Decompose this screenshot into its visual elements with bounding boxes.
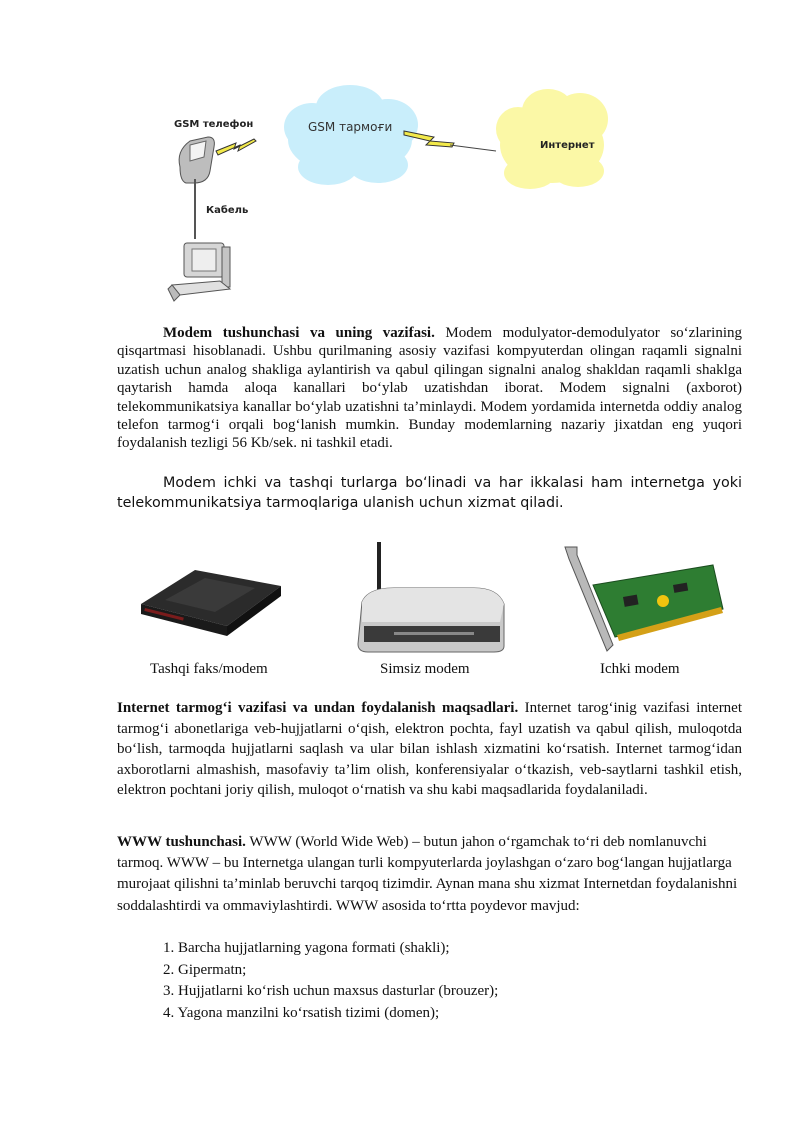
internet-purpose-paragraph bbox=[117, 698, 742, 801]
wireless-modem-caption: Simsiz modem bbox=[380, 661, 470, 677]
wireless-link-icon bbox=[404, 131, 496, 151]
wireless-modem-image bbox=[354, 542, 509, 654]
list-item: 1. Barcha hujjatlarning yagona formati (shakli); bbox=[163, 940, 450, 956]
gsm-network-label: GSM тармоғи bbox=[308, 120, 393, 134]
external-modem-caption: Tashqi faks/modem bbox=[150, 661, 268, 677]
computer-icon bbox=[168, 243, 230, 301]
internal-modem-caption: Ichki modem bbox=[600, 661, 680, 677]
modem-definition-paragraph bbox=[117, 324, 742, 453]
www-paragraph bbox=[117, 832, 742, 917]
modem-text: Modem modulyator-demodulyator so‘zlarining qisqartmasi hisoblanadi. Ushbu qurilmaning asosiy vazifasi kompyuterdan olingan raqamli signalni uzatish uchun analog shakliga aylantirish va qabul qilingan signalni analog shakldan raqamli shaklga qaytarish hamda aloqa kanallari bo‘ylab uzatishdan iborat. Modem signalni (axborot) telekommunikatsiya kanallar bo‘ylab uzatishni ta’minlaydi. Modem yordamida internetda oddiy analog telefon tarmog‘i orqali bog‘lanish mumkin. Bunday modemlarning nazariy jixatdan eng yuqori foydalanish tezligi 56 Kb/sek. ni tashkil etadi. bbox=[117, 325, 742, 452]
www-text: WWW (World Wide Web) – butun jahon o‘rgamchak to‘ri deb nomlanuvchi tarmoq. WWW – bu Internetga ulangan turli kompyuterlarda joylashgan o‘zaro bog‘langan hujjatlarga murojaat qilishni ta’minlab beruvchi tarqoq tizimdir. Aynan mana shu xizmat Internetdan foydalanishni soddalashtirdi va ommaviylashtirdi. WWW asosida to‘rtta poydevor mavjud: bbox=[117, 834, 738, 914]
modem-types-text: Modem ichki va tashqi turlarga bo‘linadi va har ikkalasi ham internetga yoki telekommunikatsiya tarmoqlariga ulanish uchun xizmat qiladi. bbox=[117, 475, 742, 511]
cable-label: Кабель bbox=[206, 205, 249, 216]
wireless-link-icon bbox=[216, 139, 256, 155]
internal-modem-card-image bbox=[563, 545, 728, 655]
modem-types-paragraph bbox=[117, 473, 742, 513]
internet-purpose-text: Internet tarog‘inig vazifasi internet tarmog‘i abonetlariga veb-hujjatlarni o‘qish, elektron pochta, fayl uzatish va qabul qilish, muloqotda bo‘lish, tarmoqda hujjatlarni saqlash va ular bilan ishlash xizmatini ko‘rsatish. Internet tarmog‘idan axborotlarni almashish, masofaviy ta’lim olish, konferensiyalar o‘tkazish, veb-saytlarni tashkil etish, elektron pochtani joriy qilish, muloqot o‘rnatish va shu kabi maqsadlarida foydalaniladi. bbox=[117, 700, 743, 799]
list-item: 2. Gipermatn; bbox=[163, 961, 247, 978]
list-item: 4. Yagona manzilni ko‘rsatish tizimi (domen); bbox=[163, 1004, 440, 1021]
gsm-network-cloud bbox=[284, 85, 418, 185]
internet-purpose-heading: Internet tarmog‘i vazifasi va undan foydalanish maqsadlari. bbox=[117, 700, 519, 716]
external-fax-modem-image bbox=[135, 560, 285, 640]
www-heading: WWW tushunchasi. bbox=[117, 834, 246, 850]
list-item: 3. Hujjatlarni ko‘rish uchun maxsus dasturlar (brouzer); bbox=[163, 983, 499, 1000]
internet-cloud bbox=[496, 89, 608, 189]
mobile-phone-icon bbox=[179, 137, 214, 239]
www-foundations-list bbox=[163, 938, 723, 1024]
cable-line bbox=[194, 179, 196, 239]
gsm-phone-label: GSM телефон bbox=[174, 119, 254, 130]
modem-heading: Modem tushunchasi va uning vazifasi. bbox=[163, 325, 435, 341]
internet-label: Интернет bbox=[540, 140, 595, 151]
gsm-network-diagram bbox=[150, 75, 630, 315]
